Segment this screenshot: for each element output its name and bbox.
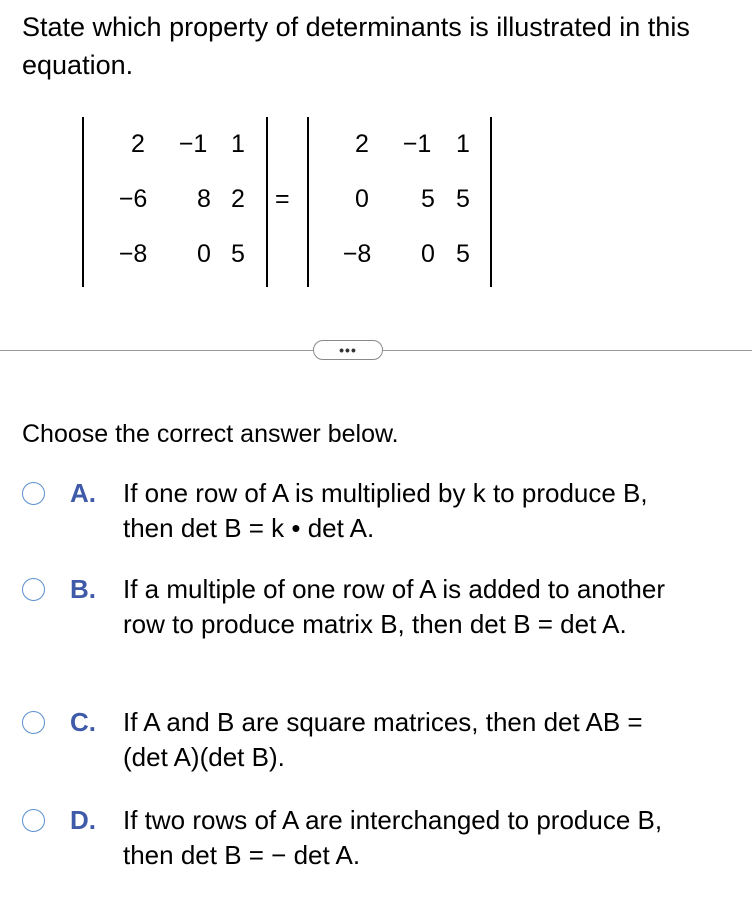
left-matrix-cell: −8: [118, 240, 148, 268]
radio-icon[interactable]: [22, 578, 45, 601]
option-a[interactable]: [22, 476, 742, 548]
option-c[interactable]: [22, 705, 742, 777]
right-matrix-cell: 5: [421, 185, 435, 213]
option-b[interactable]: [22, 572, 742, 678]
right-matrix-cell: 5: [456, 185, 470, 213]
radio-icon[interactable]: [22, 482, 45, 505]
right-det-left-bar: [307, 117, 309, 287]
radio-icon[interactable]: [22, 809, 45, 832]
option-d[interactable]: [22, 803, 742, 875]
left-matrix-cell: 2: [131, 130, 145, 158]
option-letter: C.: [70, 707, 96, 737]
right-matrix-cell: −8: [342, 240, 372, 268]
right-matrix-cell: 5: [456, 240, 470, 268]
option-text: If A and B are square matrices, then det AB = (det A)(det B).: [123, 707, 643, 772]
right-det-right-bar: [490, 117, 492, 287]
left-matrix-cell: 0: [197, 240, 211, 268]
left-matrix-cell: −6: [118, 185, 148, 213]
right-matrix-cell: 0: [355, 185, 369, 213]
option-text: If one row of A is multiplied by k to produce B, then det B = k • det A.: [123, 478, 648, 543]
option-letter: D.: [70, 805, 96, 835]
left-matrix-cell: 1: [231, 130, 245, 158]
option-text: If a multiple of one row of A is added to another row to produce matrix B, then det B = det A.: [123, 574, 666, 639]
left-det-right-bar: [266, 117, 268, 287]
right-matrix-cell: 0: [421, 240, 435, 268]
right-matrix-cell: 1: [456, 130, 470, 158]
left-det-left-bar: [82, 117, 84, 287]
option-text: If two rows of A are interchanged to produce B, then det B = − det A.: [123, 805, 663, 870]
determinant-equation: [0, 0, 752, 300]
right-matrix-cell: 2: [355, 130, 369, 158]
option-letter: A.: [70, 478, 96, 508]
left-matrix-cell: 8: [197, 185, 211, 213]
left-matrix-cell: 5: [231, 240, 245, 268]
answer-prompt: Choose the correct answer below.: [22, 420, 399, 448]
left-matrix-cell: −1: [178, 130, 208, 158]
radio-icon[interactable]: [22, 711, 45, 734]
expand-more-button[interactable]: •••: [313, 340, 383, 360]
right-matrix-cell: −1: [402, 130, 432, 158]
left-matrix-cell: 2: [231, 185, 245, 213]
equals-sign: =: [275, 185, 290, 213]
option-letter: B.: [70, 574, 96, 604]
question-text: State which property of determinants is illustrated in this equation.: [22, 12, 690, 80]
